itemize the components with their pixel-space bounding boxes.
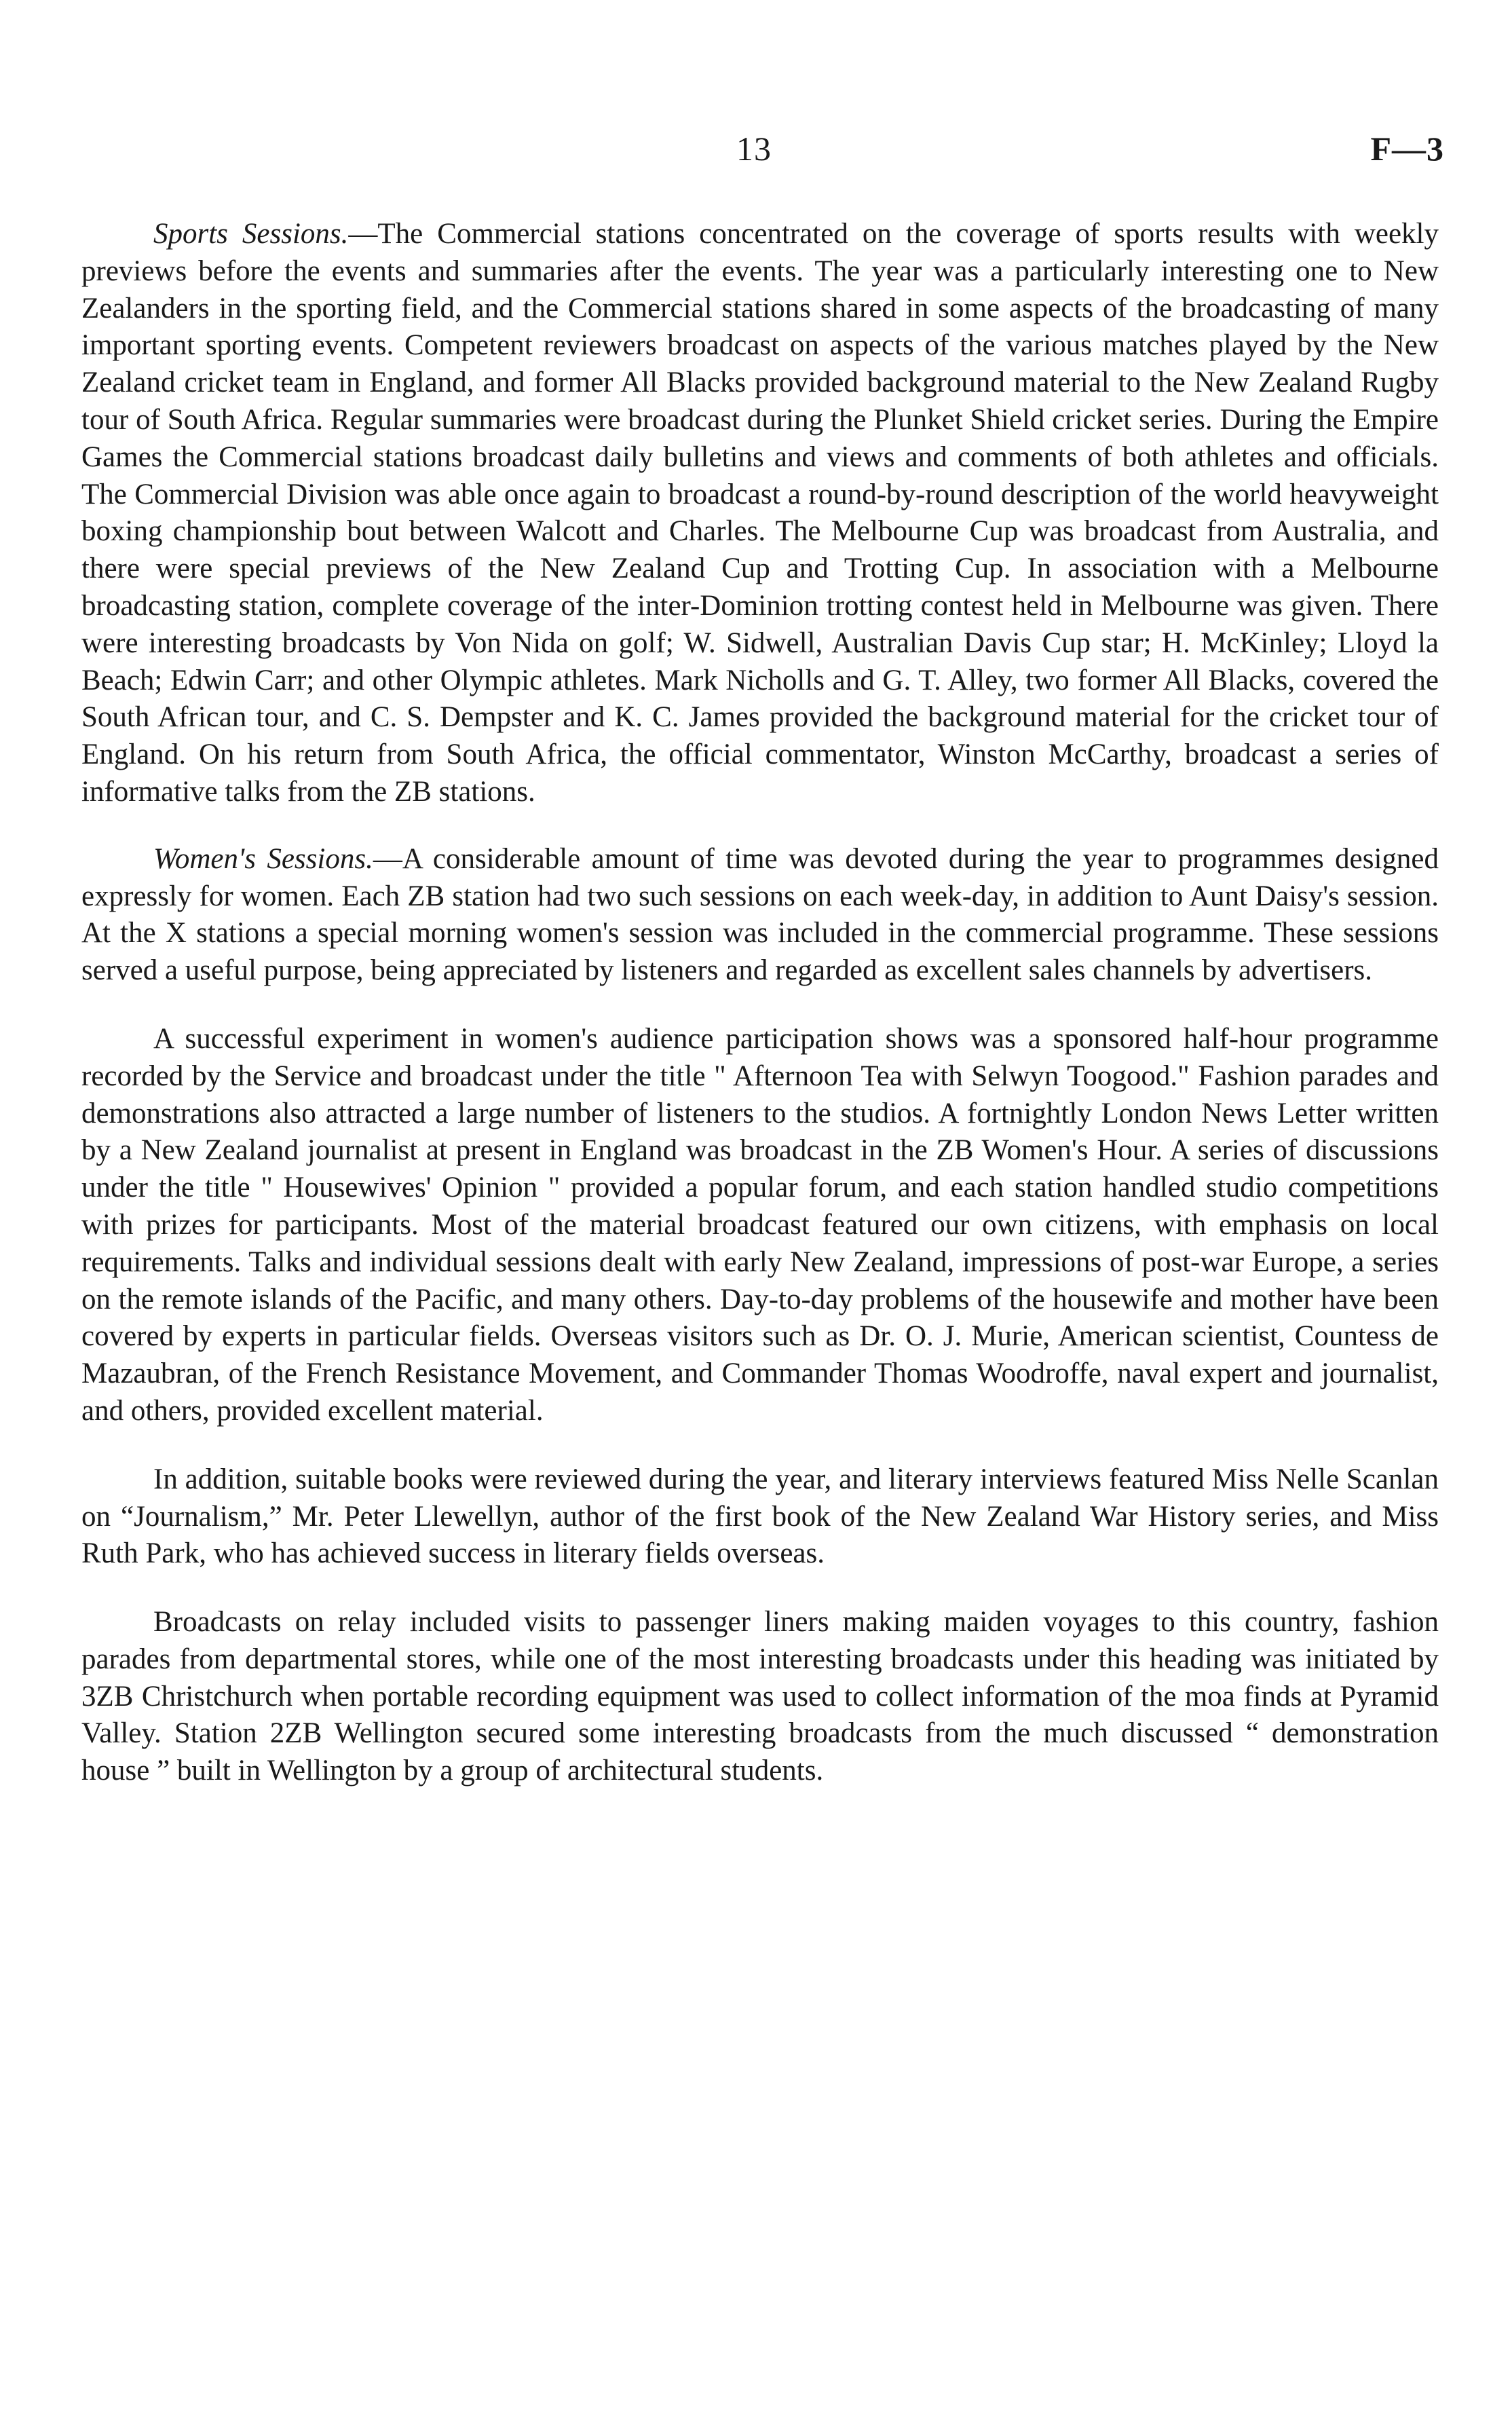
paragraph-audience-participation	[81, 1021, 1439, 1430]
document-body	[81, 216, 1439, 1821]
paragraph-book-reviews	[81, 1461, 1439, 1573]
paragraph-sports-sessions	[81, 216, 1439, 811]
paragraph-text: In addition, suitable books were reviewed during the year, and literary interviews featured Miss Nelle Scanlan on “Journalism,” Mr. Peter Llewellyn, author of the first book of the New Zealand War History series, and Miss Ruth Park, who has achieved success in literary fields overseas.	[81, 1463, 1439, 1570]
document-reference: F—3	[1370, 130, 1444, 168]
paragraph-relay-broadcasts	[81, 1604, 1439, 1790]
paragraph-heading: Sports Sessions.	[153, 218, 349, 250]
paragraph-text: —The Commercial stations concentrated on the coverage of sports results with weekly previews before the events and summaries after the events. The year was a particularly interesting one to New Zealanders in the sporting field, and the Commercial stations shared in some aspects of the broadcasting of many important sporting events. Competent reviewers broadcast on aspects of the various matches played by the New Zealand cricket team in England, and former All Blacks provided background material to the New Zealand Rugby tour of South Africa. Regular summaries were broadcast during the Plunket Shield cricket series. During the Empire Games the Commercial stations broadcast daily bulletins and views and comments of both athletes and officials. The Commercial Division was able once again to broadcast a round-by-round description of the world heavyweight boxing championship bout between Walcott and Charles. The Melbourne Cup was broadcast from Australia, and there were special previews of the New Zealand Cup and Trotting Cup. In association with a Melbourne broadcasting station, complete coverage of the inter-Dominion trotting contest held in Melbourne was given. There were interesting broadcasts by Von Nida on golf; W. Sidwell, Australian Davis Cup star; H. McKinley; Lloyd la Beach; Edwin Carr; and other Olympic athletes. Mark Nicholls and G. T. Alley, two former All Blacks, covered the South African tour, and C. S. Dempster and K. C. James provided the background material for the cricket tour of England. On his return from South Africa, the official commentator, Winston McCarthy, broadcast a series of informative talks from the ZB stations.	[81, 218, 1439, 808]
paragraph-heading: Women's Sessions.	[153, 842, 373, 875]
paragraph-text: A successful experiment in women's audience participation shows was a sponsored half-hour programme recorded by the Service and broadcast under the title " Afternoon Tea with Selwyn Toogood." Fashion parades and demonstrations also attracted a large number of listeners to the studios. A fortnightly London News Letter written by a New Zealand journalist at present in England was broadcast in the ZB Women's Hour. A series of discussions under the title " Housewives' Opinion " provided a popular forum, and each station handled studio competitions with prizes for participants. Most of the material broadcast featured our own citizens, with emphasis on local requirements. Talks and individual sessions dealt with early New Zealand, impressions of post-war Europe, a series on the remote islands of the Pacific, and many others. Day-to-day problems of the housewife and mother have been covered by experts in particular fields. Overseas visitors such as Dr. O. J. Murie, American scientist, Countess de Mazaubran, of the French Resistance Movement, and Commander Thomas Woodroffe, naval expert and journalist, and others, provided excellent material.	[81, 1022, 1439, 1427]
paragraph-womens-sessions	[81, 841, 1439, 990]
page-header	[0, 129, 1512, 176]
page-number: 13	[736, 130, 772, 168]
paragraph-text: —A considerable amount of time was devoted during the year to programmes designed expressly for women. Each ZB station had two such sessions on each week-day, in addition to Aunt Daisy's session. At the X stations a special morning women's session was included in the commercial programme. These sessions served a useful purpose, being appreciated by listeners and regarded as excellent sales channels by advertisers.	[81, 842, 1439, 987]
paragraph-text: Broadcasts on relay included visits to passenger liners making maiden voyages to this country, fashion parades from departmental stores, while one of the most interesting broadcasts under this heading was initiated by 3ZB Christchurch when portable recording equipment was used to collect information of the moa finds at Pyramid Valley. Station 2ZB Wellington secured some interesting broadcasts from the much discussed “ demonstration house ” built in Wellington by a group of architectural students.	[81, 1606, 1439, 1787]
